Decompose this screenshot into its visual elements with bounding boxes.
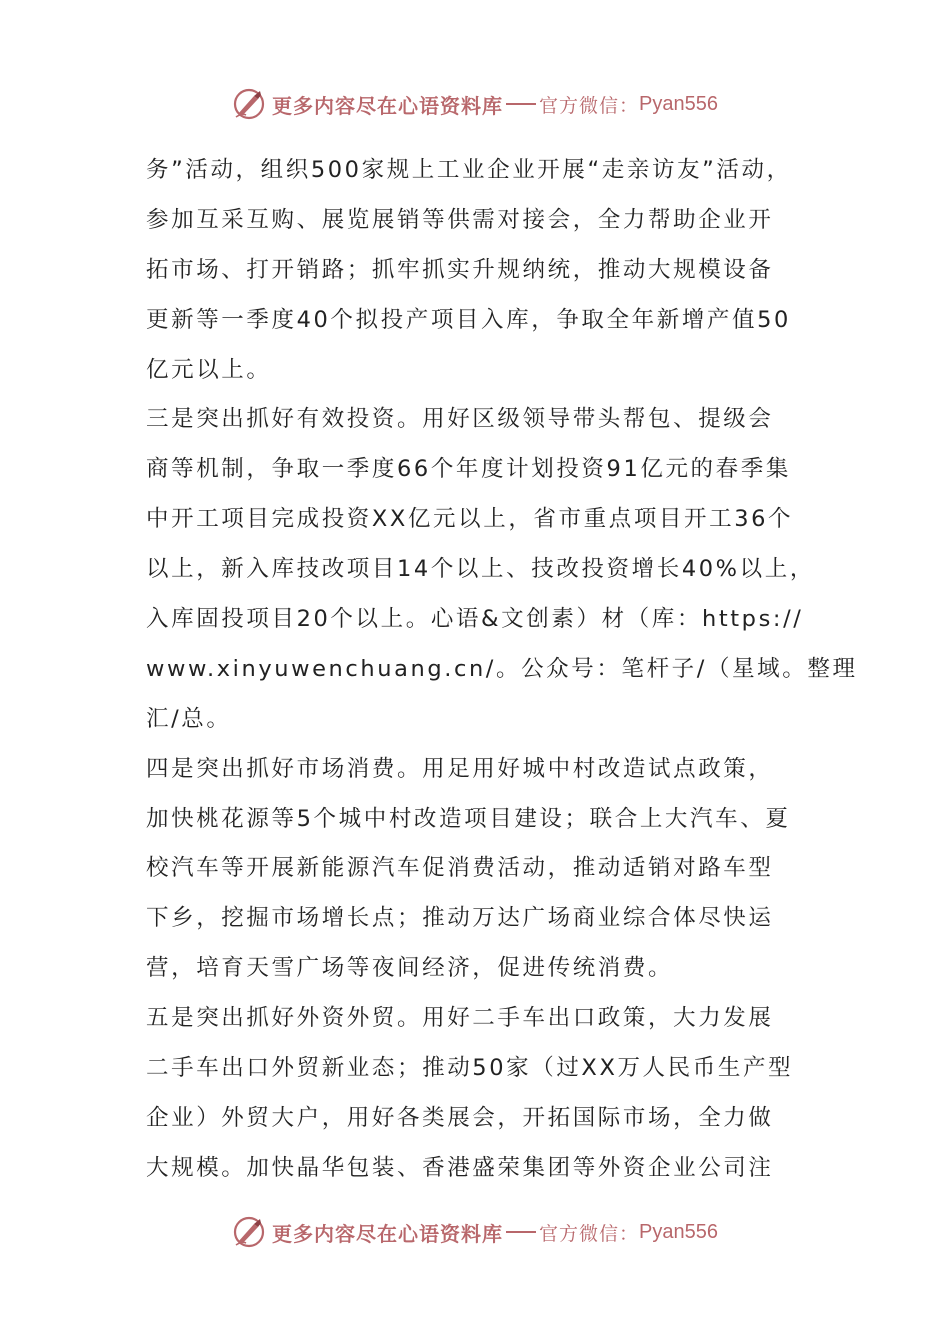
wechat-id: Pyan556 <box>639 92 718 115</box>
body-line: 营，培育天雪广场等夜间经济，促进传统消费。 <box>146 955 674 982</box>
body-line: 商等机制，争取一季度66个年度计划投资91亿元的春季集 <box>146 456 791 483</box>
body-line: 中开工项目完成投资XX亿元以上，省市重点项目开工36个 <box>146 506 794 533</box>
body-line: www.xinyuwenchuang.cn/。公众号：笔杆子/（星域。整理 <box>146 655 858 682</box>
body-line: 二手车出口外贸新业态；推动50家（过XX万人民币生产型 <box>146 1055 794 1082</box>
quill-pen-logo-icon <box>232 87 266 121</box>
separator-dash <box>506 103 536 105</box>
body-line: 拓市场、打开销路；抓牢抓实升规纳统，推动大规模设备 <box>146 256 774 283</box>
body-line: 参加互采互购、展览展销等供需对接会，全力帮助企业开 <box>146 206 774 233</box>
wechat-label: 官方微信： <box>539 1222 640 1245</box>
separator-dash <box>506 1231 536 1233</box>
document-body <box>146 146 858 1194</box>
body-line: 三是突出抓好有效投资。用好区级领导带头帮包、提级会 <box>146 406 774 433</box>
body-line: 下乡，挖掘市场增长点；推动万达广场商业综合体尽快运 <box>146 905 774 932</box>
body-line: 亿元以上。 <box>146 356 272 383</box>
body-line: 四是突出抓好市场消费。用足用好城中村改造试点政策， <box>146 755 774 782</box>
footer-banner <box>0 1212 950 1252</box>
body-line: 加快桃花源等5个城中村改造项目建设；联合上大汽车、夏 <box>146 805 791 832</box>
body-line: 以上，新入库技改项目14个以上、技改投资增长40%以上， <box>146 556 815 583</box>
body-line: 更新等一季度40个拟投产项目入库，争取全年新增产值50 <box>146 306 791 333</box>
brand-text: 更多内容尽在心语资料库 <box>272 1221 503 1246</box>
body-line: 校汽车等开展新能源汽车促消费活动，推动适销对路车型 <box>146 855 774 882</box>
body-line: 企业）外贸大户，用好各类展会，开拓国际市场，全力做 <box>146 1104 774 1131</box>
wechat-label: 官方微信： <box>539 94 640 117</box>
brand-text: 更多内容尽在心语资料库 <box>272 93 503 118</box>
body-line: 五是突出抓好外资外贸。用好二手车出口政策，大力发展 <box>146 1005 774 1032</box>
body-line: 大规模。加快晶华包装、香港盛荣集团等外资企业公司注 <box>146 1154 774 1181</box>
quill-pen-logo-icon <box>232 1215 266 1249</box>
header-banner <box>0 84 950 124</box>
body-line: 务”活动，组织500家规上工业企业开展“走亲访友”活动， <box>146 157 792 183</box>
wechat-id: Pyan556 <box>639 1220 718 1243</box>
body-line: 汇/总。 <box>146 705 232 732</box>
body-line: 入库固投项目20个以上。心语&文创素）材（库：https:// <box>146 606 804 633</box>
